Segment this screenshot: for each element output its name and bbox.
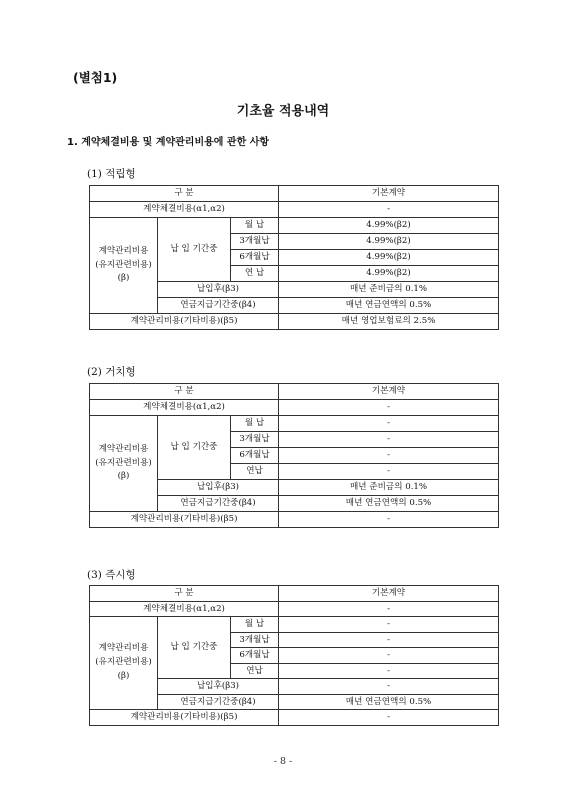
table-row: [90, 512, 499, 528]
period-label: 3개월납: [231, 234, 279, 250]
table-row: [90, 314, 499, 330]
section-heading: 1. 계약체결비용 및 계약관리비용에 관한 사항: [67, 137, 270, 148]
header-basic-contract: 기본계약: [279, 186, 499, 202]
page-number: - 8 -: [273, 756, 293, 767]
annuity-period-value: 매년 연금연액의 0.5%: [279, 298, 499, 314]
after-payment-label: 납입후(β3): [158, 679, 279, 695]
annuity-period-value: 매년 연금연액의 0.5%: [279, 694, 499, 710]
table-row: [90, 586, 499, 602]
table-row: [90, 710, 499, 726]
table-heading: (3) 즉시형: [87, 569, 136, 581]
period-label: 연납: [231, 464, 279, 480]
annuity-period-label: 연금지급기간중(β4): [158, 298, 279, 314]
after-payment-value: -: [279, 679, 499, 695]
header-category: 구 분: [90, 384, 279, 400]
table-row: [90, 416, 499, 432]
other-cost-value: -: [279, 512, 499, 528]
table-heading: (1) 적립형: [87, 168, 136, 180]
period-label: 3개월납: [231, 632, 279, 648]
table-row: [90, 218, 499, 234]
contract-cost-value: -: [279, 202, 499, 218]
period-value: -: [279, 663, 499, 679]
contract-cost-value: -: [279, 601, 499, 617]
period-value: 4.99%(β2): [279, 266, 499, 282]
period-label: 월 납: [231, 617, 279, 633]
period-value: -: [279, 648, 499, 664]
header-category: 구 분: [90, 186, 279, 202]
period-value: -: [279, 448, 499, 464]
table-row: [90, 202, 499, 218]
other-cost-label: 계약관리비용(기타비용)(β5): [90, 314, 279, 330]
period-value: -: [279, 464, 499, 480]
period-value: 4.99%(β2): [279, 218, 499, 234]
other-cost-value: -: [279, 710, 499, 726]
annuity-period-label: 연금지급기간중(β4): [158, 496, 279, 512]
rate-table: [89, 585, 499, 726]
header-basic-contract: 기본계약: [279, 384, 499, 400]
annuity-period-label: 연금지급기간중(β4): [158, 694, 279, 710]
table-row: [90, 601, 499, 617]
period-label: 월 납: [231, 416, 279, 432]
period-value: -: [279, 432, 499, 448]
rate-table: [89, 383, 499, 528]
table-row: [90, 400, 499, 416]
contract-cost-label: 계약체결비용(α1,α2): [90, 400, 279, 416]
maintenance-cost-label: 계약관리비용 (유지관련비용) (β): [90, 416, 158, 512]
period-label: 3개월납: [231, 432, 279, 448]
annex-label: (별첨1): [73, 70, 118, 85]
after-payment-value: 매년 준비금의 0.1%: [279, 282, 499, 298]
period-value: -: [279, 416, 499, 432]
period-label: 연납: [231, 663, 279, 679]
maintenance-cost-label: 계약관리비용 (유지관련비용) (β): [90, 218, 158, 314]
contract-cost-value: -: [279, 400, 499, 416]
payment-period-label: 납 입 기간중: [158, 416, 231, 480]
header-category: 구 분: [90, 586, 279, 602]
after-payment-label: 납입후(β3): [158, 282, 279, 298]
other-cost-value: 매년 영업보험료의 2.5%: [279, 314, 499, 330]
period-value: 4.99%(β2): [279, 250, 499, 266]
payment-period-label: 납 입 기간중: [158, 617, 231, 679]
table-row: [90, 384, 499, 400]
maintenance-cost-label: 계약관리비용 (유지관련비용) (β): [90, 617, 158, 710]
table-row: [90, 186, 499, 202]
table-heading: (2) 거치형: [87, 366, 136, 378]
period-value: 4.99%(β2): [279, 234, 499, 250]
rate-table: [89, 185, 499, 330]
period-value: -: [279, 617, 499, 633]
period-value: -: [279, 632, 499, 648]
period-label: 6개월납: [231, 448, 279, 464]
document-title: 기초율 적용내역: [236, 104, 330, 119]
period-label: 6개월납: [231, 648, 279, 664]
contract-cost-label: 계약체결비용(α1,α2): [90, 202, 279, 218]
contract-cost-label: 계약체결비용(α1,α2): [90, 601, 279, 617]
after-payment-label: 납입후(β3): [158, 480, 279, 496]
other-cost-label: 계약관리비용(기타비용)(β5): [90, 710, 279, 726]
annuity-period-value: 매년 연금연액의 0.5%: [279, 496, 499, 512]
payment-period-label: 납 입 기간중: [158, 218, 231, 282]
other-cost-label: 계약관리비용(기타비용)(β5): [90, 512, 279, 528]
header-basic-contract: 기본계약: [279, 586, 499, 602]
period-label: 6개월납: [231, 250, 279, 266]
period-label: 연 납: [231, 266, 279, 282]
period-label: 월 납: [231, 218, 279, 234]
after-payment-value: 매년 준비금의 0.1%: [279, 480, 499, 496]
table-row: [90, 617, 499, 633]
